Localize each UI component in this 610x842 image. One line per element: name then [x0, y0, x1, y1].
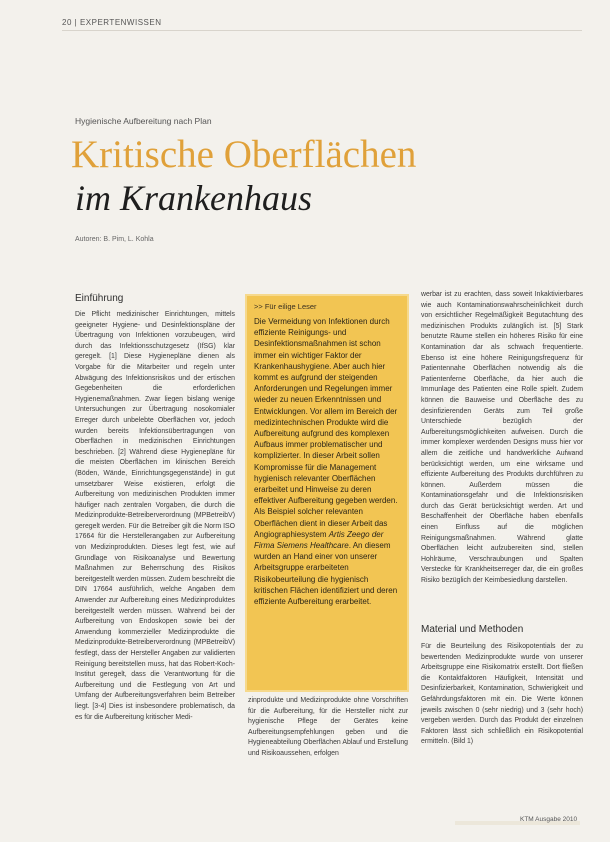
page-number: 20: [62, 18, 72, 27]
header-divider: [62, 30, 582, 31]
summary-box-text: [254, 316, 402, 607]
methods-text: [421, 642, 583, 748]
summary-product-name: Artis Zeego der Firma Siemens Healthcare: [254, 529, 384, 551]
running-head: 20 | EXPERTENWISSEN: [62, 18, 162, 27]
methods-paragraph: Für die Beurteilung des Risikopotentials der zu bewertenden Medizinprodukte wurde von unserer Arbeitsgruppe eine Risikomatrix erstellt. Dort fließen die Kontaktfaktoren Häufigkeit, Intensität und Desinfizierbarkeit, Kontamination, Schwierigkeit und Gefährdungsfaktoren mit ein. Die Werte können jeweils zwischen 0 (sehr niedrig) und 3 (sehr hoch) vergeben werden. Durch das Produkt der einzelnen Faktoren lässt sich schließlich ein Risikopotential ermitteln. (Bild 1): [421, 643, 583, 746]
summary-box: [247, 296, 407, 690]
summary-text-part1: Die Vermeidung von Infektionen durch effiziente Reinigungs- und Desinfektionsmaßnahmen ist schon immer ein wichtiger Faktor der Krankenhaushygiene. Aber auch hier kommt es aufgrund der steigenden Anforderungen und Regelungen immer wieder zu neuen Erkenntnissen und Entwicklungen. Vor allem im Bereich der medizintechnischen Produkte wird die Aufbereitung aufgrund des komplexen Aufbaus immer problematischer und komplizierter. In dieser Arbeit sollen Kompromisse für die Management hygienisch relevanter Oberflächen erarbeitet und Hinweise zu deren effektiver Aufbereitung gegeben werden. Als Beispiel solcher relevanten Oberflächen dient in dieser Arbeit das Angiographiesystem: [254, 317, 398, 539]
section-label: EXPERTENWISSEN: [79, 18, 162, 27]
article-kicker: Hygienische Aufbereitung nach Plan: [75, 116, 212, 126]
article-title-line1: Kritische Oberflächen: [71, 133, 417, 176]
middle-column-paragraph: zinprodukte und Medizinprodukte ohne Vorschriften für die Aufbereitung, für die Hersteller nicht zur hygienische Pflege der Gerätes keine Aufbereitungsempfehlungen geben und die Hygieneabteilung Oberflächen Ablauf und Erstellung und Risikoaussehen, erfolgen: [248, 697, 408, 757]
summary-box-heading: >> Für eilige Leser: [254, 302, 317, 311]
intro-heading: Einführung: [75, 293, 124, 304]
left-column-paragraph: Die Pflicht medizinischer Einrichtungen, mittels geeigneter Hygiene- und Desinfektionspläne der Übertragung von Infektionen vorzubeugen, wird durch das Infektionsschutzgesetz (IfSG) klar geregelt. [1] Diese Hygienepläne dienen als Vorgabe für die Mitarbeiter und regeln unter Abwägung des Infektionsrisikos und der ertischen Gegebenheiten die erforderlichen Hygienemaßnahmen. Zwar liegen bislang wenige Untersuchungen zur Übertragung nosokomialer Erreger durch unbelebte Oberflächen vor, jedoch wurden bereits Infektionsübertragungen von Oberflächen in medizinischen Einrichtungen beschrieben. [2] Während diese Hygienepläne für die meisten Oberflächen im klinischen Bereich (Böden, Wände, Einrichtungsgegenstände) in gut umsetzbarer Weise existieren, erfolgt die Aufbereitung von medizinischen Produkten immer häufiger nach zentralen Vorgaben, die durch die Medizinprodukte-Betreiberverordnung (MPBetreibV) geregelt werden. Für die Betreiber gilt die Norm ISO 17664 für die Herstellerangaben zur Aufbereitung von Medizinprodukten. Dieses legt fest, wie auf Grundlage von Risikoanalyse und Bewertung Maßnahmen zur Beherrschung des Risikos bereitgestellt werden müssen. Zudem beschreibt die DIN 17664 ausführlich, welche Angaben dem Anwender zur Aufbereitung eines Medizinproduktes bereitgestellt werden müssen. Während bei der Aufbereitung von Endoskopen sowie bei der Anwendung kommerzieller Medizinprodukte die Medizinprodukte-Betreiberverordnung (MPBetreibV) festlegt, dass der Hersteller Angaben zur validierten Reinigung bereitstellen muss, hat das Robert-Koch-Institut geregelt, dass die Verantwortung für die Aufbereitung und die Festlegung von Art und Umfang der Aufbereitungsverfahren beim Betreiber liegt. [3-4] Dies ist insbesondere problematisch, da es für die Aufbereitung kritischer Medi-: [75, 311, 235, 721]
footer-issue: KTM Ausgabe 2010: [520, 816, 578, 823]
summary-text-part2: . An diesem wurden an Hand einer von unserer Arbeitsgruppe erarbeiteten Risikobeurteilung die hygienisch kritischen Flächen identifiziert und deren effiziente Aufbereitung erarbeitet.: [254, 541, 398, 607]
article-title-line2: im Krankenhaus: [75, 178, 312, 218]
middle-column-text: [248, 696, 408, 760]
right-column-text: [421, 290, 583, 587]
methods-heading: Material und Methoden: [421, 624, 524, 635]
right-column-paragraph: werbar ist zu erachten, dass soweit Inkaktivierbares wie auch Kontaminationswahrscheinlichkeit durch von ersichtlicher Regelmäßigkeit Begutachtung des medizinischen Produkts zulänglich ist. [5] Stark benutzte Räume stellen ein höheres Risiko für eine Kontamination dar als schwach frequentierte. Ebenso ist eine höhere Reinigungsfrequenz für Patientennahe Oberflächen notwendig als die Patientenferne Oberfläche, da hier auch die Immunlage des Patienten eine Rolle spielt. Zudem können die Bauweise und Oberfläche des zu desinfizierenden Geräts zum Teil große Unterschiede bezüglich der Aufbereitungsmöglichkeiten aufweisen. Durch die immer komplexer werdenden Designs muss hier vor allem die zeitliche und handwerkliche Aufwand berücksichtigt werden, um eine wirksame und effiziente Aufbereitung des Produkts durchführen zu können. Außerdem müssen die Kontaminationsgefahr und die Infektionsrisiken durch das Gerät berücksichtigt werden. Art und Beschaffenheit der Oberfläche haben ebenfalls einen Einfluss auf die möglichen Reinigungsmaßnahmen. Während glatte Oberflächen leicht aufzubereiten sind, stellen Hohlräume, Verschraubungen und Spalten Verstecke für Krankheitserreger dar, die ein großes Risiko bezüglich der Keimbesiedlung darstellen.: [421, 291, 583, 585]
left-column-text: [75, 310, 235, 723]
article-authors: Autoren: B. Pim, L. Kohla: [75, 236, 154, 243]
